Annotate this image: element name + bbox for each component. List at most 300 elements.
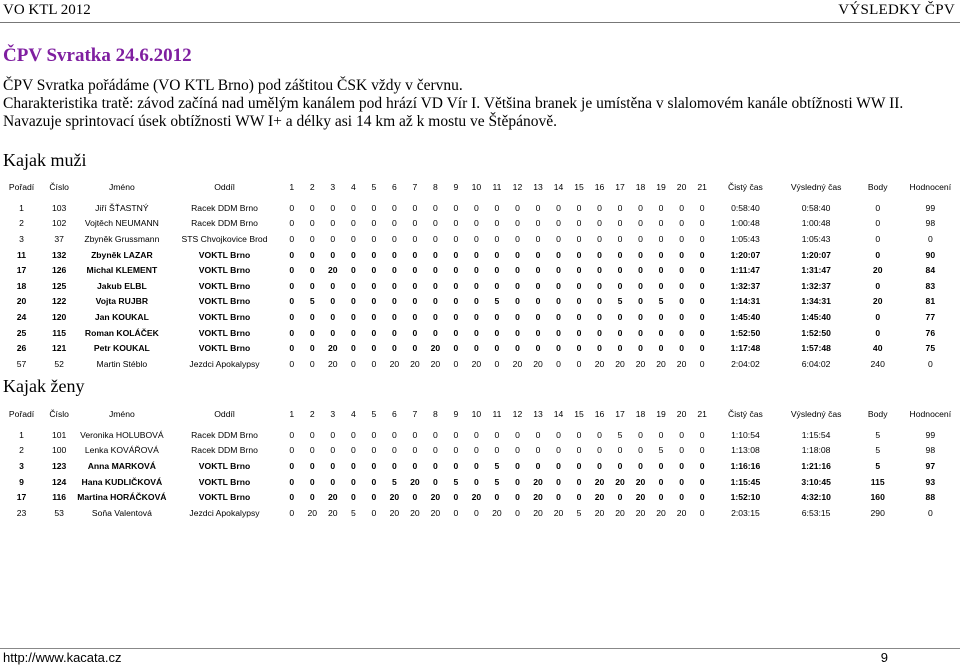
- table-cell: 0: [556, 296, 561, 307]
- table-cell: 0: [658, 218, 664, 229]
- table-cell: 20: [430, 507, 441, 518]
- table-cell: 0: [371, 202, 377, 213]
- table-cell: 0: [453, 280, 459, 291]
- table-cell: 0: [371, 311, 377, 322]
- table-cell: 0: [330, 202, 336, 213]
- table-cell: 0: [371, 233, 377, 244]
- table-cell: 0: [391, 202, 397, 213]
- table-cell: 0: [391, 445, 397, 456]
- table-cell: 1:05:43: [731, 233, 760, 244]
- column-header: Body: [867, 181, 888, 192]
- table-cell: Lenka KOVÁŘOVÁ: [84, 445, 159, 456]
- table-cell: 0: [576, 460, 582, 471]
- column-header: 12: [512, 408, 523, 419]
- column-header: 11: [492, 408, 502, 419]
- table-cell: 1:10:54: [731, 429, 760, 440]
- table-cell: 0: [453, 343, 459, 354]
- column-header: Pořadí: [8, 408, 35, 419]
- table-cell: 1:00:48: [731, 218, 760, 229]
- intro-text: [3, 77, 933, 131]
- table-cell: 0: [371, 492, 377, 503]
- column-header: 15: [574, 408, 584, 419]
- table-cell: 0: [433, 429, 438, 440]
- table-cell: 20: [307, 507, 318, 518]
- table-row: [1, 278, 959, 294]
- table-cell: 0: [535, 296, 541, 307]
- table-cell: 100: [51, 445, 67, 456]
- table-cell: 0: [494, 265, 500, 276]
- table-cell: 0: [494, 492, 500, 503]
- table-row: [1, 325, 959, 341]
- table-cell: 0: [391, 429, 397, 440]
- table-cell: 0: [289, 265, 295, 276]
- table-cell: 20: [471, 492, 482, 503]
- table-cell: VOKTL Brno: [198, 249, 251, 260]
- table-cell: 0: [433, 249, 438, 260]
- table-cell: 0: [412, 445, 418, 456]
- column-header: 14: [553, 408, 564, 419]
- table-cell: 3: [19, 233, 24, 244]
- table-cell: 0: [576, 265, 582, 276]
- table-cell: 0: [350, 233, 356, 244]
- table-cell: 0: [289, 343, 295, 354]
- table-cell: 0: [371, 429, 377, 440]
- table-cell: 0: [699, 265, 705, 276]
- table-cell: 0: [494, 327, 500, 338]
- table-cell: Zbyněk LAZAR: [91, 249, 153, 260]
- intro-paragraph-2: Charakteristika tratě: závod začíná nad umělým kanálem pod hrází VD Vír I. Většina branek je umístěna v slalomovém kanále obtížnosti WW II. Navazuje sprintovací úsek obtížnosti WW I+ a délky asi 14 km až k mostu ve Štěpánově.: [3, 95, 904, 130]
- table-cell: 0: [556, 233, 561, 244]
- column-header: 21: [697, 181, 707, 192]
- table-cell: 20: [635, 476, 646, 487]
- table-cell: 0: [679, 280, 684, 291]
- table-cell: 53: [54, 507, 64, 518]
- column-header: Oddíl: [214, 408, 235, 419]
- table-cell: 132: [51, 249, 67, 260]
- table-cell: 0: [597, 233, 602, 244]
- column-header: 7: [412, 408, 418, 419]
- table-cell: 0: [453, 507, 459, 518]
- table-cell: 0: [617, 280, 623, 291]
- table-cell: 0: [597, 296, 602, 307]
- table-cell: 0: [330, 311, 336, 322]
- table-cell: 20: [635, 492, 646, 503]
- results-table-women: [1, 400, 959, 521]
- table-cell: 2: [19, 445, 24, 456]
- table-cell: 0: [699, 233, 705, 244]
- table-cell: Soňa Valentová: [91, 507, 152, 518]
- table-cell: 0: [412, 311, 418, 322]
- table-cell: 0: [494, 202, 500, 213]
- table-cell: 0: [330, 476, 336, 487]
- table-cell: 0: [658, 233, 664, 244]
- table-cell: Vojtěch NEUMANN: [84, 218, 159, 229]
- table-cell: 0: [576, 296, 582, 307]
- table-cell: 0: [350, 343, 356, 354]
- table-cell: 0: [494, 280, 500, 291]
- table-cell: 120: [51, 311, 67, 322]
- table-cell: 0: [309, 429, 315, 440]
- table-cell: 0: [699, 343, 705, 354]
- table-cell: 0: [556, 280, 561, 291]
- table-row: [1, 427, 959, 443]
- table-cell: 122: [51, 296, 67, 307]
- column-header: 9: [453, 408, 459, 419]
- table-cell: Jezdci Apokalypsy: [189, 358, 260, 369]
- table-cell: 0: [638, 311, 643, 322]
- table-cell: 0: [453, 492, 459, 503]
- table-cell: 0: [350, 265, 356, 276]
- table-cell: 25: [16, 327, 27, 338]
- table-cell: 0: [453, 249, 459, 260]
- table-cell: 0: [617, 327, 623, 338]
- table-cell: 0: [576, 476, 582, 487]
- table-cell: VOKTL Brno: [198, 296, 251, 307]
- table-cell: 23: [16, 507, 27, 518]
- table-cell: 0: [474, 429, 479, 440]
- table-cell: 0: [474, 280, 479, 291]
- table-cell: 0: [597, 445, 602, 456]
- table-cell: 0: [535, 311, 541, 322]
- table-cell: 0: [699, 358, 705, 369]
- table-row: [1, 247, 959, 263]
- column-header: 3: [330, 408, 336, 419]
- table-cell: 290: [870, 507, 885, 518]
- table-row: [1, 294, 959, 310]
- table-cell: VOKTL Brno: [198, 492, 251, 503]
- column-header: 17: [615, 408, 625, 419]
- table-cell: 0: [350, 218, 356, 229]
- table-cell: 0: [350, 358, 356, 369]
- table-cell: 0: [433, 327, 438, 338]
- table-cell: 0: [556, 445, 561, 456]
- column-header: Číslo: [49, 181, 69, 192]
- table-cell: 0: [658, 311, 664, 322]
- table-cell: 98: [925, 445, 936, 456]
- table-cell: 0: [289, 358, 295, 369]
- table-cell: 0: [433, 280, 438, 291]
- table-cell: 0: [576, 445, 582, 456]
- table-cell: 0: [638, 218, 643, 229]
- table-cell: 0: [453, 460, 459, 471]
- table-cell: 81: [925, 296, 936, 307]
- table-cell: 20: [389, 507, 400, 518]
- table-cell: 0: [535, 343, 541, 354]
- table-cell: 0: [433, 218, 438, 229]
- table-cell: Jan KOUKAL: [94, 311, 149, 322]
- table-cell: 0: [638, 343, 643, 354]
- table-cell: 0: [535, 280, 541, 291]
- table-row: [1, 474, 959, 490]
- table-cell: 0: [289, 202, 295, 213]
- table-cell: 20: [430, 492, 441, 503]
- table-cell: 0: [309, 202, 315, 213]
- table-cell: 0: [556, 327, 561, 338]
- table-cell: 124: [51, 476, 67, 487]
- table-cell: 0: [927, 507, 933, 518]
- table-cell: 0: [556, 218, 561, 229]
- table-cell: 0: [679, 492, 684, 503]
- column-header: 20: [676, 408, 687, 419]
- table-cell: 0: [699, 476, 705, 487]
- table-cell: 0: [289, 507, 295, 518]
- table-cell: 0: [474, 265, 479, 276]
- table-cell: 20: [16, 296, 27, 307]
- column-header: 1: [289, 408, 295, 419]
- table-cell: 0: [391, 311, 397, 322]
- table-cell: 0: [433, 445, 438, 456]
- table-cell: 0: [597, 249, 602, 260]
- table-cell: 0: [515, 460, 520, 471]
- table-cell: 0: [679, 249, 684, 260]
- table-cell: 88: [925, 492, 936, 503]
- table-cell: 77: [925, 311, 936, 322]
- table-cell: 0: [576, 429, 582, 440]
- table-cell: 0: [556, 460, 561, 471]
- table-cell: 0: [494, 233, 500, 244]
- table-cell: 0: [679, 429, 684, 440]
- table-cell: 0: [638, 280, 643, 291]
- table-cell: 5: [875, 445, 881, 456]
- table-cell: 0: [412, 265, 418, 276]
- table-cell: 0: [474, 327, 479, 338]
- table-cell: 0: [515, 507, 520, 518]
- footer-divider: [0, 648, 960, 649]
- table-cell: 20: [328, 492, 338, 503]
- table-cell: 0: [391, 296, 397, 307]
- table-cell: 1:15:54: [801, 429, 831, 440]
- table-cell: 0: [433, 460, 438, 471]
- table-cell: Petr KOUKAL: [93, 343, 150, 354]
- table-cell: 0: [617, 202, 623, 213]
- table-row: [1, 443, 959, 459]
- table-cell: 0: [638, 445, 643, 456]
- table-cell: 0: [494, 249, 500, 260]
- table-cell: 0: [699, 202, 705, 213]
- table-cell: 0: [927, 233, 933, 244]
- table-cell: 20: [410, 476, 420, 487]
- table-row: [1, 309, 959, 325]
- table-cell: 0: [875, 218, 881, 229]
- table-cell: 0: [597, 429, 602, 440]
- table-cell: 0: [658, 202, 664, 213]
- table-cell: 0: [617, 343, 623, 354]
- table-cell: 0: [433, 202, 438, 213]
- intro-paragraph-1: ČPV Svratka pořádáme (VO KTL Brno) pod záštitou ČSK vždy v červnu.: [3, 77, 463, 94]
- table-cell: 0: [309, 280, 315, 291]
- table-cell: 0: [617, 460, 623, 471]
- table-cell: 0: [535, 429, 541, 440]
- table-cell: 0: [658, 265, 664, 276]
- column-header: 17: [615, 181, 625, 192]
- table-cell: 0: [535, 202, 541, 213]
- table-row: [1, 458, 959, 474]
- column-header: 12: [512, 181, 523, 192]
- table-cell: 0: [597, 265, 602, 276]
- table-cell: 0: [699, 445, 705, 456]
- table-cell: 0: [515, 343, 520, 354]
- table-cell: 0: [433, 265, 438, 276]
- table-cell: 1: [19, 202, 24, 213]
- table-cell: 0: [433, 476, 438, 487]
- table-cell: 0: [679, 202, 684, 213]
- table-cell: 3: [19, 460, 24, 471]
- table-cell: 102: [51, 218, 67, 229]
- table-cell: 0: [658, 492, 664, 503]
- table-cell: 0: [474, 476, 479, 487]
- table-cell: 1:32:37: [801, 280, 831, 291]
- table-cell: 0: [597, 280, 602, 291]
- column-header: Jméno: [108, 408, 135, 419]
- column-header: 19: [656, 181, 666, 192]
- column-header: 2: [309, 181, 315, 192]
- column-header: Pořadí: [8, 181, 35, 192]
- table-cell: 0: [556, 343, 561, 354]
- table-cell: 1:52:10: [730, 492, 761, 503]
- column-header: 1: [289, 181, 295, 192]
- table-cell: 20: [492, 507, 502, 518]
- table-cell: 0: [371, 460, 377, 471]
- column-header: Oddíl: [214, 181, 235, 192]
- table-cell: 0: [474, 202, 479, 213]
- column-header: 4: [350, 408, 356, 419]
- table-cell: 0: [699, 492, 705, 503]
- column-header: 11: [492, 181, 502, 192]
- table-cell: 0: [289, 280, 295, 291]
- table-cell: 1:14:31: [730, 296, 761, 307]
- table-cell: 0: [875, 327, 881, 338]
- table-cell: 0: [658, 249, 664, 260]
- table-cell: 0: [289, 218, 295, 229]
- running-header: [0, 0, 960, 23]
- table-cell: 0: [638, 296, 643, 307]
- table-cell: 0: [309, 445, 315, 456]
- table-cell: 0: [576, 202, 582, 213]
- table-cell: 0: [679, 265, 684, 276]
- table-cell: STS Chvojkovice Brod: [181, 233, 268, 244]
- table-cell: 0: [289, 476, 295, 487]
- table-cell: 0: [412, 492, 418, 503]
- table-cell: 0: [597, 327, 602, 338]
- table-cell: 0: [638, 429, 643, 440]
- table-cell: 99: [925, 429, 936, 440]
- table-cell: 0: [658, 429, 664, 440]
- column-header: 3: [330, 181, 336, 192]
- table-cell: 0: [453, 445, 459, 456]
- table-cell: 0: [330, 233, 336, 244]
- footer-url: http://www.kacata.cz: [3, 650, 122, 665]
- table-cell: 0: [576, 218, 582, 229]
- table-cell: Michal KLEMENT: [86, 265, 158, 276]
- table-cell: 123: [51, 460, 67, 471]
- table-cell: 0: [679, 476, 684, 487]
- table-cell: 0: [597, 218, 602, 229]
- table-cell: 5: [350, 507, 356, 518]
- column-header: Čistý čas: [728, 181, 763, 192]
- table-cell: 0: [556, 429, 561, 440]
- table-cell: 0: [453, 218, 459, 229]
- table-cell: 2:03:15: [731, 507, 760, 518]
- table-cell: 0: [556, 202, 561, 213]
- table-cell: 0: [927, 358, 933, 369]
- table-cell: 1:52:50: [730, 327, 761, 338]
- table-cell: 0: [535, 265, 541, 276]
- table-cell: 0: [515, 218, 520, 229]
- table-cell: 1:45:40: [801, 311, 831, 322]
- table-cell: 0: [658, 460, 664, 471]
- table-cell: 101: [51, 429, 67, 440]
- column-header: 5: [371, 408, 377, 419]
- table-cell: 0: [309, 311, 315, 322]
- table-cell: 0: [350, 445, 356, 456]
- column-header: Hodnocení: [909, 408, 952, 419]
- table-cell: 0: [699, 429, 705, 440]
- table-cell: 5: [494, 476, 500, 487]
- table-cell: 1:21:16: [801, 460, 831, 471]
- table-cell: 97: [925, 460, 936, 471]
- table-cell: 20: [615, 507, 625, 518]
- table-cell: 0: [391, 327, 397, 338]
- table-cell: 0: [699, 296, 705, 307]
- header-left: VO KTL 2012: [3, 2, 91, 18]
- table-cell: 0: [875, 311, 881, 322]
- table-cell: 20: [656, 358, 666, 369]
- table-cell: 20: [410, 507, 420, 518]
- table-cell: 0: [699, 507, 705, 518]
- table-cell: 0: [515, 202, 520, 213]
- column-header: 9: [453, 181, 459, 192]
- table-cell: 0: [309, 233, 315, 244]
- table-cell: Zbyněk Grussmann: [84, 233, 160, 244]
- table-cell: 0: [515, 265, 520, 276]
- table-cell: 0: [309, 265, 315, 276]
- table-cell: 0: [576, 343, 582, 354]
- table-cell: 18: [16, 280, 27, 291]
- table-cell: 0: [391, 460, 397, 471]
- column-header: 6: [391, 181, 397, 192]
- table-cell: 121: [51, 343, 67, 354]
- table-cell: 0: [371, 218, 377, 229]
- table-cell: 240: [870, 358, 885, 369]
- table-cell: 116: [52, 492, 67, 503]
- table-cell: 0: [556, 249, 561, 260]
- table-cell: 0: [330, 327, 336, 338]
- table-cell: 20: [410, 358, 420, 369]
- table-cell: 0: [350, 249, 356, 260]
- table-cell: 1: [19, 429, 24, 440]
- table-cell: Racek DDM Brno: [191, 445, 258, 456]
- table-cell: 0: [474, 233, 479, 244]
- table-cell: 0: [515, 492, 520, 503]
- table-cell: 0: [474, 343, 479, 354]
- table-cell: 0: [474, 218, 479, 229]
- table-cell: 0: [350, 460, 356, 471]
- table-cell: 0: [576, 327, 582, 338]
- column-header: 16: [594, 408, 605, 419]
- table-cell: 52: [54, 358, 64, 369]
- table-cell: 0: [371, 507, 377, 518]
- table-cell: 0: [679, 311, 684, 322]
- table-cell: 0: [494, 343, 500, 354]
- table-row: [1, 200, 959, 216]
- table-cell: 0: [658, 327, 664, 338]
- table-cell: Racek DDM Brno: [191, 429, 258, 440]
- table-cell: 0: [474, 249, 479, 260]
- table-cell: 20: [594, 492, 605, 503]
- table-cell: 76: [925, 327, 936, 338]
- table-cell: 0: [289, 460, 295, 471]
- table-cell: 57: [16, 358, 27, 369]
